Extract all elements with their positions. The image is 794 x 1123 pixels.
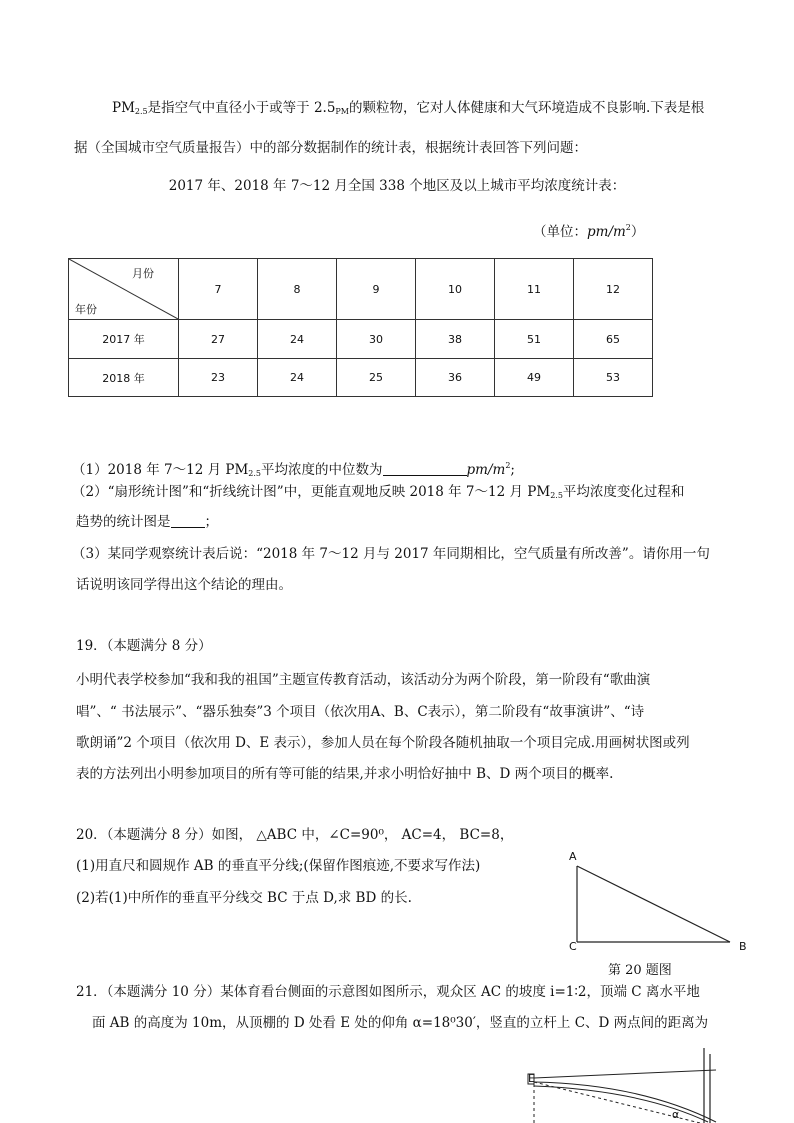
q18-p2-line2-text: 趋势的统计图是 (76, 514, 171, 530)
month-cell: 11 (495, 259, 574, 320)
vertex-b-label: B (739, 940, 747, 953)
value-cell: 53 (574, 359, 653, 397)
q18-part-2-line-2 (76, 512, 218, 532)
table-title: 2017 年、2018 年 7～12 月全国 338 个地区及以上城市平均浓度统计表： (168, 178, 626, 194)
q21-line-2: 面 AB 的高度为 10m，从顶棚的 D 处看 E 处的仰角 α=18⁰30′，竖直的立杆上 C、D 两点间的距离为 (92, 1015, 709, 1031)
month-cell: 9 (337, 259, 416, 320)
vertex-c-label: C (569, 940, 577, 953)
q20-triangle-figure (565, 848, 755, 958)
value-cell: 27 (179, 320, 258, 359)
q18-p1-unit: pm/m (466, 462, 506, 478)
q20-line-3: (2)若(1)中所作的垂直平分线交 BC 于点 D,求 BD 的长. (76, 890, 412, 906)
q18-p1-text-b: 平均浓度的中位数为 (261, 462, 383, 478)
unit-prefix: （单位： (533, 224, 587, 240)
intro-text-2: 的颗粒物，它对人体健康和大气环境造成不良影响.下表是根 (349, 100, 705, 116)
unit-sup: 2 (625, 223, 631, 232)
chart-type-answer-blank[interactable] (171, 513, 205, 528)
q18-part-2-line-1 (72, 482, 684, 506)
side-ab (577, 866, 730, 942)
q18-p2-line2-end: ； (204, 514, 218, 530)
unit-main: pm/m (587, 224, 626, 240)
q20-figure-caption: 第 20 题图 (608, 963, 672, 978)
value-cell: 36 (416, 359, 495, 397)
value-cell: 51 (495, 320, 574, 359)
q20-line-2: (1)用直尺和圆规作 AB 的垂直平分线;(保留作图痕迹,不要求写作法) (76, 858, 481, 874)
month-cell: 12 (574, 259, 653, 320)
q18-part-1 (72, 456, 515, 484)
intro-text-1: 是指空气中直径小于或等于 2.5 (147, 100, 336, 116)
median-answer-blank[interactable] (383, 461, 467, 476)
angle-alpha-label: α (672, 1108, 680, 1121)
q18-p2-sub: 2.5 (550, 491, 563, 500)
value-cell: 38 (416, 320, 495, 359)
year-cell: 2018 年 (69, 359, 179, 397)
q18-p1-text-a: （1）2018 年 7～12 月 PM (72, 462, 249, 478)
year-cell: 2017 年 (69, 320, 179, 359)
header-month-label: 月份 (132, 267, 154, 280)
value-cell: 30 (337, 320, 416, 359)
table-header-row (69, 259, 653, 320)
point-e-label: E (528, 1072, 535, 1085)
value-cell: 25 (337, 359, 416, 397)
q19-line-3: 歌朗诵”2 个项目（依次用 D、E 表示），参加人员在每个阶段各随机抽取一个项目完成.用画树状图或列 (76, 735, 690, 751)
pm-text: PM (112, 100, 135, 116)
stats-table (68, 258, 653, 397)
table-row (69, 359, 653, 397)
value-cell: 49 (495, 359, 574, 397)
q18-p1-sup: 2 (505, 461, 511, 470)
q18-p2-text-b: 平均浓度变化过程和 (562, 484, 685, 500)
month-cell: 7 (179, 259, 258, 320)
month-cell: 8 (258, 259, 337, 320)
unit-suffix: ） (630, 224, 645, 240)
q19-line-4: 表的方法列出小明参加项目的所有等可能的结果,并求小明恰好抽中 B、D 两个项目的概率. (76, 766, 614, 782)
table-unit (533, 218, 644, 242)
header-year-label: 年份 (75, 303, 97, 316)
value-cell: 24 (258, 320, 337, 359)
q19-heading: 19．（本题满分 8 分） (76, 638, 212, 654)
value-cell: 65 (574, 320, 653, 359)
roof-top-line (534, 1070, 716, 1078)
vertex-a-label: A (569, 850, 577, 863)
intro-line-2: 据（全国城市空气质量报告）中的部分数据制作的统计表，根据统计表回答下列问题： (74, 140, 587, 156)
q19-line-1: 小明代表学校参加“我和我的祖国”主题宣传教育活动，该活动分为两个阶段，第一阶段有“歌曲演 (76, 672, 651, 688)
q18-part-3-line-2: 话说明该同学得出这个结论的理由。 (76, 577, 292, 593)
q21-line-1: 21．（本题满分 10 分）某体育看台侧面的示意图如图所示，观众区 AC 的坡度 i=1∶2，顶端 C 离水平地 (76, 984, 700, 1000)
intro-line-1 (112, 98, 704, 122)
q21-stadium-figure (520, 1048, 735, 1123)
month-cell: 10 (416, 259, 495, 320)
roof-curve-inner (534, 1086, 708, 1122)
q20-line-1: 20．（本题满分 8 分）如图， △ABC 中，∠C=90⁰， AC=4， BC=8， (76, 827, 514, 843)
q18-part-3-line-1: （3）某同学观察统计表后说：“2018 年 7～12 月与 2017 年同期相比，空气质量有所改善”。请你用一句 (72, 546, 710, 562)
q18-p2-text-a: （2）“扇形统计图”和“折线统计图”中，更能直观地反映 2018 年 7～12 月 PM (72, 484, 551, 500)
table-row (69, 320, 653, 359)
diagonal-header-cell (69, 259, 179, 320)
q19-line-2: 唱”、“ 书法展示”、“器乐独奏”3 个项目（依次用A、B、C表示），第二阶段有“故事演讲”、“诗 (76, 704, 645, 720)
pm-subscript: 2.5 (134, 107, 148, 116)
value-cell: 24 (258, 359, 337, 397)
q18-p1-end: ; (510, 462, 515, 478)
q18-p1-sub: 2.5 (248, 469, 262, 478)
unit-subscript: PM (335, 107, 349, 116)
value-cell: 23 (179, 359, 258, 397)
